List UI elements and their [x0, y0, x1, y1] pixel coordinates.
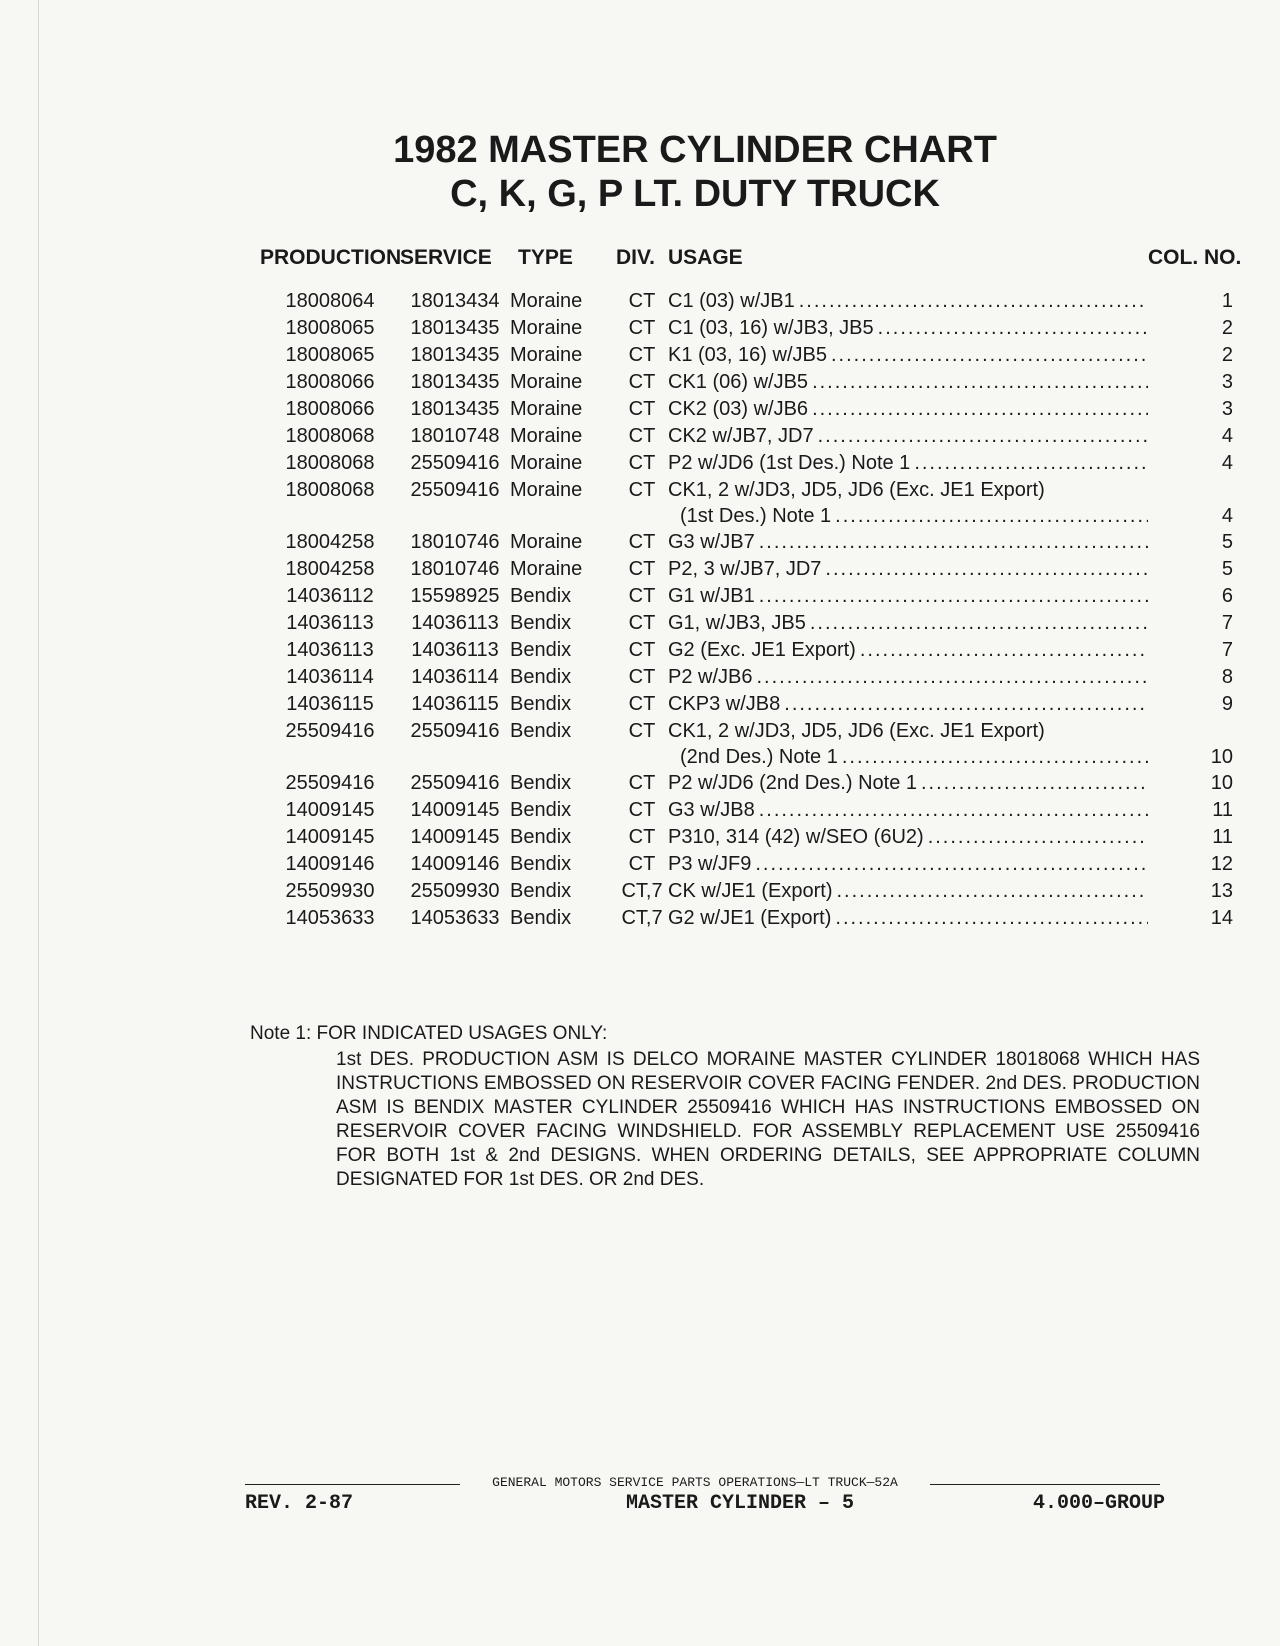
service-cell: 14009146 [410, 853, 500, 875]
table-row [260, 905, 1241, 932]
service-cell: 18010746 [410, 558, 500, 580]
leader-dots [835, 503, 1148, 529]
usage-text: G3 w/JB7 [668, 531, 755, 553]
usage-text: G3 w/JB8 [668, 799, 755, 821]
type-cell: Moraine [510, 531, 583, 553]
col-no-value: 7 [1221, 639, 1233, 661]
title-line-1: 1982 MASTER CYLINDER CHART [393, 129, 997, 171]
table-row [260, 529, 1241, 556]
table-row [260, 718, 1241, 770]
col-no-value: 3 [1221, 398, 1233, 420]
table-body [260, 288, 1241, 932]
usage-cell [668, 342, 1148, 369]
div-cell: CT [628, 317, 656, 339]
leader-dots [810, 610, 1148, 636]
production-cell: 14036113 [286, 612, 374, 634]
service-cell: 18013435 [410, 344, 500, 366]
div-cell: CT [628, 772, 656, 794]
col-no-value: 10 [1210, 772, 1233, 794]
div-cell: CT [628, 398, 656, 420]
usage-text: P2, 3 w/JB7, JD7 [668, 558, 822, 580]
div-cell: CT [628, 853, 656, 875]
div-cell: CT [628, 693, 656, 715]
service-cell: 14036114 [411, 666, 499, 688]
type-cell: Moraine [510, 452, 583, 474]
col-no-cell [1148, 583, 1241, 610]
production-cell: 14009145 [285, 799, 375, 821]
table-row [260, 851, 1241, 878]
table-row [260, 770, 1241, 797]
col-no-cell [1148, 529, 1241, 556]
production-cell: 18008065 [285, 317, 375, 339]
type-cell: Bendix [510, 693, 572, 715]
col-no-cell [1148, 369, 1241, 396]
div-cell: CT,7 [621, 907, 663, 929]
col-no-cell [1148, 718, 1241, 770]
usage-continuation: (1st Des.) Note 1 [680, 505, 832, 527]
div-cell: CT [628, 558, 656, 580]
usage-cell [668, 610, 1148, 637]
col-no-value: 14 [1210, 907, 1233, 929]
production-cell: 14036114 [286, 666, 374, 688]
table-row [260, 610, 1241, 637]
col-no-value: 4 [1221, 452, 1233, 474]
type-cell: Bendix [510, 666, 572, 688]
table-row [260, 288, 1241, 315]
div-cell: CT [628, 826, 656, 848]
header-production: PRODUCTION [260, 246, 402, 269]
col-no-value: 2 [1221, 317, 1233, 339]
chart-title [0, 128, 1280, 216]
usage-text: CK2 (03) w/JB6 [668, 398, 809, 420]
leader-dots [812, 396, 1148, 422]
footer-revision: REV. 2-87 [245, 1492, 354, 1515]
footer-rule-right [930, 1484, 1160, 1485]
title-line-2: C, K, G, P LT. DUTY TRUCK [450, 173, 940, 215]
col-no-value: 7 [1221, 612, 1233, 634]
col-no-cell [1148, 342, 1241, 369]
usage-cell [668, 851, 1148, 878]
col-no-value: 4 [1221, 425, 1233, 447]
usage-cell [668, 797, 1148, 824]
table-row [260, 556, 1241, 583]
col-no-value: 8 [1221, 666, 1233, 688]
usage-text: G2 (Exc. JE1 Export) [668, 639, 856, 661]
leader-dots [831, 342, 1148, 368]
table-row [260, 824, 1241, 851]
type-cell: Bendix [510, 853, 572, 875]
usage-cell [668, 556, 1148, 583]
div-cell: CT [628, 585, 656, 607]
usage-text: CK1 (06) w/JB5 [668, 371, 809, 393]
col-no-value: 12 [1210, 853, 1233, 875]
header-div: DIV. [616, 246, 655, 269]
div-cell: CT [628, 720, 656, 742]
table-row [260, 477, 1241, 529]
col-no-cell [1148, 905, 1241, 932]
service-cell: 18013435 [410, 398, 500, 420]
usage-cell [668, 396, 1148, 423]
leader-dots [755, 851, 1148, 877]
note-1 [250, 1022, 1200, 1192]
leader-dots [799, 288, 1148, 314]
header-usage: USAGE [668, 246, 743, 269]
type-cell: Moraine [510, 371, 583, 393]
service-cell: 14036113 [411, 639, 499, 661]
type-cell: Bendix [510, 639, 572, 661]
table-row [260, 664, 1241, 691]
header-type: TYPE [518, 246, 573, 269]
table-row [260, 423, 1241, 450]
service-cell: 15598925 [410, 585, 500, 607]
usage-text: P2 w/JB6 [668, 666, 753, 688]
col-no-value: 4 [1221, 505, 1233, 527]
col-no-cell [1148, 878, 1241, 905]
col-no-value: 5 [1221, 531, 1233, 553]
production-cell: 14036112 [286, 585, 374, 607]
service-cell: 14036113 [411, 612, 499, 634]
service-cell: 25509416 [410, 772, 500, 794]
leader-dots [759, 797, 1148, 823]
usage-text: CK w/JE1 (Export) [668, 880, 833, 902]
usage-text: K1 (03, 16) w/JB5 [668, 344, 827, 366]
usage-text: G2 w/JE1 (Export) [668, 907, 832, 929]
production-cell: 25509416 [285, 720, 375, 742]
master-cylinder-table [260, 246, 1241, 932]
production-cell: 18008064 [285, 290, 375, 312]
col-no-cell [1148, 315, 1241, 342]
col-no-cell [1148, 637, 1241, 664]
header-service: SERVICE [400, 246, 492, 269]
leader-dots [759, 529, 1148, 555]
service-cell: 25509416 [410, 720, 500, 742]
type-cell: Moraine [510, 558, 583, 580]
col-no-cell [1148, 797, 1241, 824]
type-cell: Moraine [510, 317, 583, 339]
col-no-value: 5 [1221, 558, 1233, 580]
usage-cell [668, 583, 1148, 610]
type-cell: Bendix [510, 826, 572, 848]
leader-dots [784, 691, 1148, 717]
div-cell: CT [628, 452, 656, 474]
header-col-no: COL. NO. [1148, 246, 1242, 269]
col-no-cell [1148, 288, 1241, 315]
usage-text: C1 (03, 16) w/JB3, JB5 [668, 317, 874, 339]
usage-continuation: (2nd Des.) Note 1 [680, 746, 838, 768]
service-cell: 25509416 [410, 452, 500, 474]
type-cell: Bendix [510, 585, 572, 607]
table-row [260, 637, 1241, 664]
col-no-cell [1148, 691, 1241, 718]
service-cell: 18013435 [410, 371, 500, 393]
col-no-cell [1148, 664, 1241, 691]
note-body: 1st DES. PRODUCTION ASM IS DELCO MORAINE MASTER CYLINDER 18018068 WHICH HAS INSTRUCTIONS EMBOSSED ON RESERVOIR COVER FACING FENDER. 2nd DES. PRODUCTION ASM IS BENDIX MASTER CYLINDER 25509416 WHICH HAS INSTRUCTIONS EMBOSSED ON RESERVOIR COVER FACING WINDSHIELD. FOR ASSEMBLY REPLACEMENT USE 25509416 FOR BOTH 1st & 2nd DESIGNS. WHEN ORDERING DETAILS, SEE APPROPRIATE COLUMN DESIGNATED FOR 1st DES. OR 2nd DES. [336, 1049, 1200, 1190]
leader-dots [825, 556, 1148, 582]
production-cell: 18008066 [285, 371, 375, 393]
type-cell: Bendix [510, 612, 572, 634]
usage-text: P2 w/JD6 (2nd Des.) Note 1 [668, 772, 917, 794]
div-cell: CT,7 [621, 880, 663, 902]
usage-cell [668, 905, 1148, 932]
col-no-value: 10 [1210, 746, 1233, 768]
table-row [260, 369, 1241, 396]
table-row [260, 691, 1241, 718]
footer-group: 4.000–GROUP [1032, 1492, 1165, 1515]
col-no-value: 3 [1221, 371, 1233, 393]
note-heading: FOR INDICATED USAGES ONLY: [316, 1023, 608, 1044]
service-cell: 14009145 [410, 799, 500, 821]
production-cell: 18008065 [285, 344, 375, 366]
table-row [260, 450, 1241, 477]
production-cell: 18008066 [285, 398, 375, 420]
usage-cell [668, 637, 1148, 664]
usage-cell [668, 369, 1148, 396]
production-cell: 14009145 [285, 826, 375, 848]
production-cell: 14036115 [286, 693, 374, 715]
usage-cell [668, 664, 1148, 691]
div-cell: CT [628, 371, 656, 393]
production-cell: 18008068 [285, 479, 375, 501]
production-cell: 18008068 [285, 425, 375, 447]
leader-dots [835, 905, 1148, 931]
div-cell: CT [628, 479, 656, 501]
usage-text: CK2 w/JB7, JD7 [668, 425, 814, 447]
usage-cell [668, 718, 1148, 770]
leader-dots [759, 583, 1148, 609]
col-no-cell [1148, 610, 1241, 637]
type-cell: Bendix [510, 720, 572, 742]
div-cell: CT [628, 425, 656, 447]
leader-dots [812, 369, 1148, 395]
table-row [260, 315, 1241, 342]
service-cell: 18013435 [410, 317, 500, 339]
col-no-value: 11 [1212, 826, 1233, 848]
col-no-cell [1148, 423, 1241, 450]
div-cell: CT [628, 290, 656, 312]
usage-text: CKP3 w/JB8 [668, 693, 781, 715]
production-cell: 18008068 [285, 452, 375, 474]
service-cell: 18010746 [410, 531, 500, 553]
production-cell: 25509416 [285, 772, 375, 794]
usage-cell [668, 824, 1148, 851]
usage-cell [668, 878, 1148, 905]
page-margin-line [38, 0, 39, 1646]
production-cell: 18004258 [285, 558, 375, 580]
service-cell: 18013434 [410, 290, 500, 312]
service-cell: 25509930 [410, 880, 500, 902]
production-cell: 14009146 [285, 853, 375, 875]
col-no-cell [1148, 556, 1241, 583]
div-cell: CT [628, 799, 656, 821]
table-row [260, 396, 1241, 423]
usage-text: P2 w/JD6 (1st Des.) Note 1 [668, 452, 911, 474]
usage-cell [668, 315, 1148, 342]
table-row [260, 878, 1241, 905]
col-no-value: 11 [1212, 799, 1233, 821]
usage-text: P3 w/JF9 [668, 853, 752, 875]
col-no-cell [1148, 770, 1241, 797]
production-cell: 14036113 [286, 639, 374, 661]
production-cell: 14053633 [285, 907, 375, 929]
col-no-cell [1148, 477, 1241, 529]
table-row [260, 797, 1241, 824]
table-row [260, 583, 1241, 610]
usage-cell [668, 477, 1148, 529]
service-cell: 18010748 [410, 425, 500, 447]
leader-dots [878, 315, 1148, 341]
usage-cell [668, 423, 1148, 450]
col-no-cell [1148, 396, 1241, 423]
div-cell: CT [628, 639, 656, 661]
col-no-value: 6 [1221, 585, 1233, 607]
leader-dots [756, 664, 1148, 690]
leader-dots [928, 824, 1148, 850]
production-cell: 18004258 [285, 531, 375, 553]
service-cell: 14053633 [410, 907, 500, 929]
col-no-value: 13 [1210, 880, 1233, 902]
col-no-cell [1148, 824, 1241, 851]
leader-dots [836, 878, 1148, 904]
usage-text: CK1, 2 w/JD3, JD5, JD6 (Exc. JE1 Export) [668, 720, 1045, 742]
div-cell: CT [628, 531, 656, 553]
usage-cell [668, 450, 1148, 477]
usage-cell [668, 288, 1148, 315]
usage-text: P310, 314 (42) w/SEO (6U2) [668, 826, 924, 848]
type-cell: Moraine [510, 425, 583, 447]
footer-page-title: MASTER CYLINDER – 5 [625, 1492, 855, 1515]
service-cell: 25509416 [410, 479, 500, 501]
col-no-cell [1148, 450, 1241, 477]
usage-text: C1 (03) w/JB1 [668, 290, 795, 312]
div-cell: CT [628, 344, 656, 366]
service-cell: 14009145 [410, 826, 500, 848]
col-no-value: 1 [1221, 290, 1233, 312]
table-row [260, 342, 1241, 369]
production-cell: 25509930 [285, 880, 375, 902]
type-cell: Bendix [510, 880, 572, 902]
div-cell: CT [628, 612, 656, 634]
table-header-row [260, 246, 1241, 288]
usage-cell [668, 529, 1148, 556]
usage-text: G1, w/JB3, JB5 [668, 612, 806, 634]
type-cell: Moraine [510, 290, 583, 312]
col-no-cell [1148, 851, 1241, 878]
usage-text: CK1, 2 w/JD3, JD5, JD6 (Exc. JE1 Export) [668, 479, 1045, 501]
service-cell: 14036115 [411, 693, 499, 715]
note-label: Note 1: [250, 1023, 312, 1044]
leader-dots [818, 423, 1148, 449]
leader-dots [860, 637, 1148, 663]
leader-dots [921, 770, 1148, 796]
type-cell: Moraine [510, 398, 583, 420]
usage-text: G1 w/JB1 [668, 585, 755, 607]
leader-dots [842, 744, 1148, 770]
col-no-value: 2 [1221, 344, 1233, 366]
footer-publisher: GENERAL MOTORS SERVICE PARTS OPERATIONS—LT TRUCK—52A [492, 1475, 898, 1490]
div-cell: CT [628, 666, 656, 688]
type-cell: Bendix [510, 799, 572, 821]
type-cell: Moraine [510, 344, 583, 366]
leader-dots [914, 450, 1148, 476]
type-cell: Bendix [510, 907, 572, 929]
type-cell: Moraine [510, 479, 583, 501]
usage-cell [668, 691, 1148, 718]
footer-rule-left [245, 1484, 460, 1485]
usage-cell [668, 770, 1148, 797]
type-cell: Bendix [510, 772, 572, 794]
col-no-value: 9 [1221, 693, 1233, 715]
